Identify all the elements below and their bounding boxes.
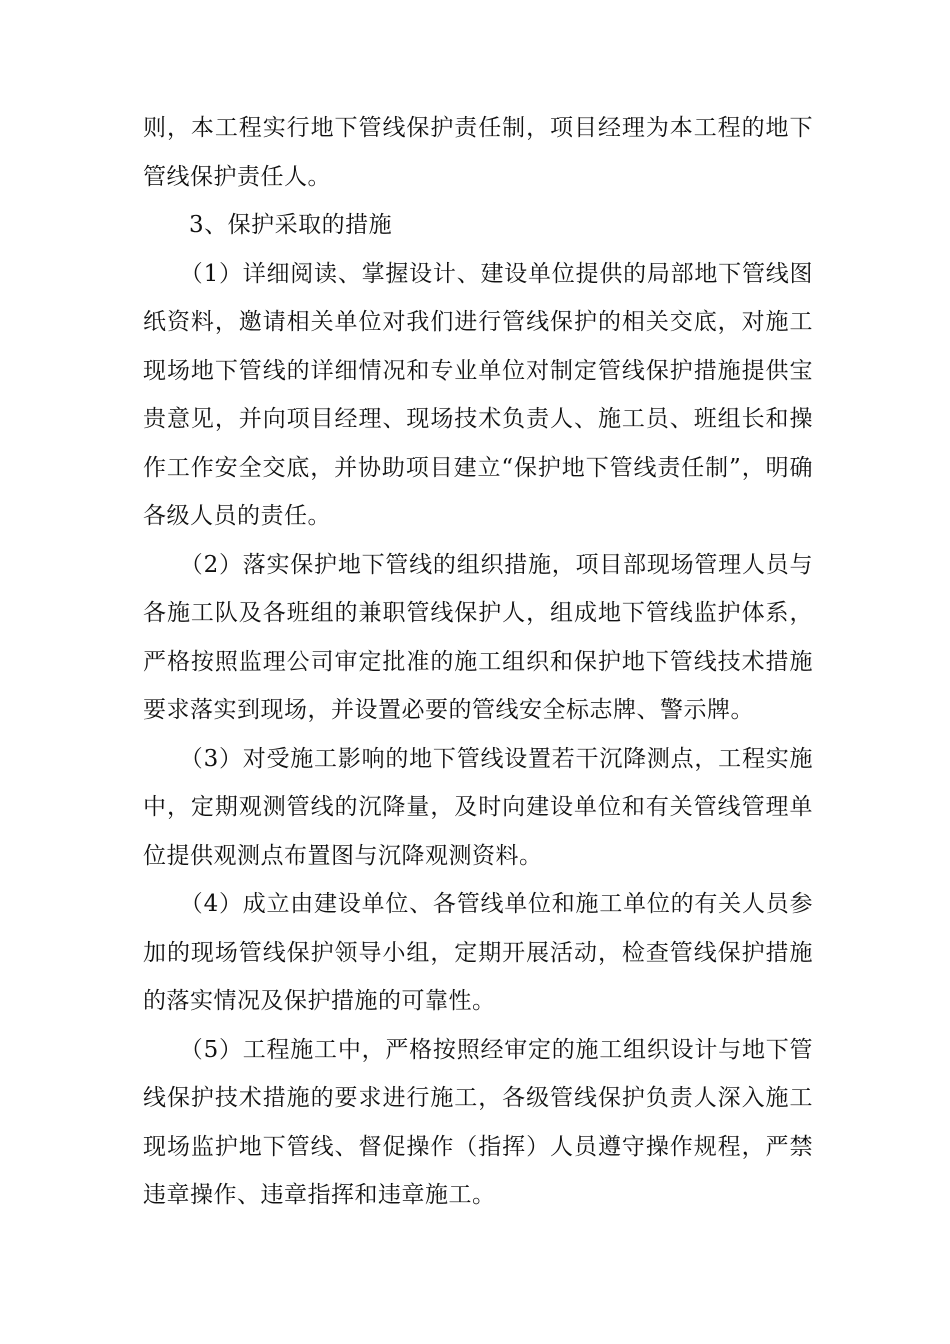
measure-2-paragraph: （2）落实保护地下管线的组织措施，项目部现场管理人员与各施工队及各班组的兼职管线保护人，组成地下管线监护体系，严格按照监理公司审定批准的施工组织和保护地下管线技术措施要求落实到现场，并设置必要的管线安全标志牌、警示牌。	[143, 551, 813, 723]
measure-4-paragraph: （4）成立由建设单位、各管线单位和施工单位的有关人员参加的现场管线保护领导小组，定期开展活动，检查管线保护措施的落实情况及保护措施的可靠性。	[143, 891, 813, 1014]
document-page	[143, 104, 813, 1220]
measure-1-paragraph: （1）详细阅读、掌握设计、建设单位提供的局部地下管线图纸资料，邀请相关单位对我们进行管线保护的相关交底，对施工现场地下管线的详细情况和专业单位对制定管线保护措施提供宝贵意见，并向项目经理、现场技术负责人、施工员、班组长和操作工作安全交底，并协助项目建立“保护地下管线责任制”，明确各级人员的责任。	[143, 260, 813, 529]
measure-3-paragraph: （3）对受施工影响的地下管线设置若干沉降测点，工程实施中，定期观测管线的沉降量，及时向建设单位和有关管线管理单位提供观测点布置图与沉降观测资料。	[143, 745, 813, 869]
paragraph-continuation: 则，本工程实行地下管线保护责任制，项目经理为本工程的地下管线保护责任人。	[143, 115, 813, 190]
section-heading: 3、保护采取的措施	[189, 212, 393, 238]
measure-5-paragraph: （5）工程施工中，严格按照经审定的施工组织设计与地下管线保护技术措施的要求进行施工，各级管线保护负责人深入施工现场监护地下管线、督促操作（指挥）人员遵守操作规程，严禁违章操作、违章指挥和违章施工。	[143, 1036, 813, 1208]
